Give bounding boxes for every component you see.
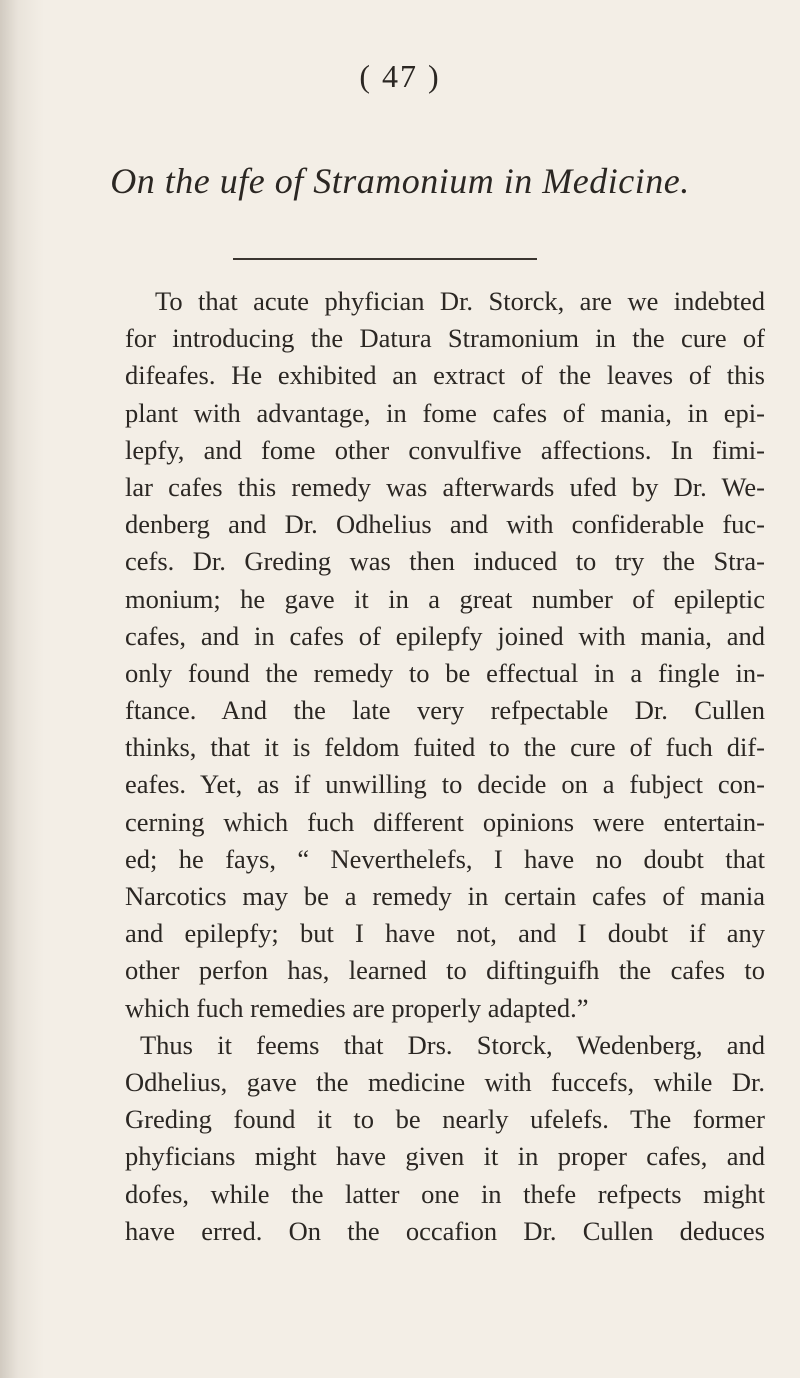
text-line: phyficians might have given it in proper cafes, and [125,1141,765,1172]
text-line: To that acute phyfician Dr. Storck, are we indebted [155,286,765,316]
text-line: cerning which fuch different opinions were entertain- [125,806,765,837]
text-line: dofes, while the latter one in thefe refpects might [125,1178,765,1209]
text-line: plant with advantage, in fome cafes of mania, in epi- [125,397,765,428]
text-line: cafes, and in cafes of epilepfy joined with mania, and [125,620,765,651]
text-line: for introducing the Datura Stramonium in the cure of [125,323,765,354]
text-line: lepfy, and fome other convulfive affections. In fimi- [125,434,765,465]
text-line: difeafes. He exhibited an extract of the leaves of this [125,360,765,391]
text-line: Thus it feems that Drs. Storck, Wedenberg, and [140,1029,765,1060]
text-line: Greding found it to be nearly ufelefs. The former [125,1104,765,1135]
text-line: Narcotics may be a remedy in certain cafes of mania [125,881,765,911]
text-line: only found the remedy to be effectual in a fingle in- [125,657,765,688]
text-line: and epilepfy; but I have not, and I doubt if any [125,918,765,949]
text-line: ftance. And the late very refpectable Dr. Cullen [125,695,765,726]
text-line: which fuch remedies are properly adapted.” [125,992,589,1023]
text-line: ed; he fays, “ Neverthelefs, I have no doubt that [125,843,765,874]
text-line: eafes. Yet, as if unwilling to decide on a fubject con- [125,769,765,800]
text-line: cefs. Dr. Greding was then induced to try the Stra- [125,546,765,577]
text-line: lar cafes this remedy was afterwards ufed by Dr. We- [125,471,765,502]
text-line: other perfon has, learned to diftinguifh the cafes to [125,955,765,986]
section-heading: On the ufe of Stramonium in Medicine. [110,161,690,201]
text-line: thinks, that it is feldom fuited to the cure of fuch dif- [125,732,765,763]
page-number: ( 47 ) [359,58,441,94]
text-line: Odhelius, gave the medicine with fuccefs, while Dr. [125,1066,765,1097]
text-line: have erred. On the occafion Dr. Cullen deduces [125,1215,765,1246]
heading-rule [233,258,537,260]
text-line: denberg and Dr. Odhelius and with confiderable fuc- [125,509,765,540]
text-line: monium; he gave it in a great number of epileptic [125,583,765,614]
body-text [125,283,765,1250]
